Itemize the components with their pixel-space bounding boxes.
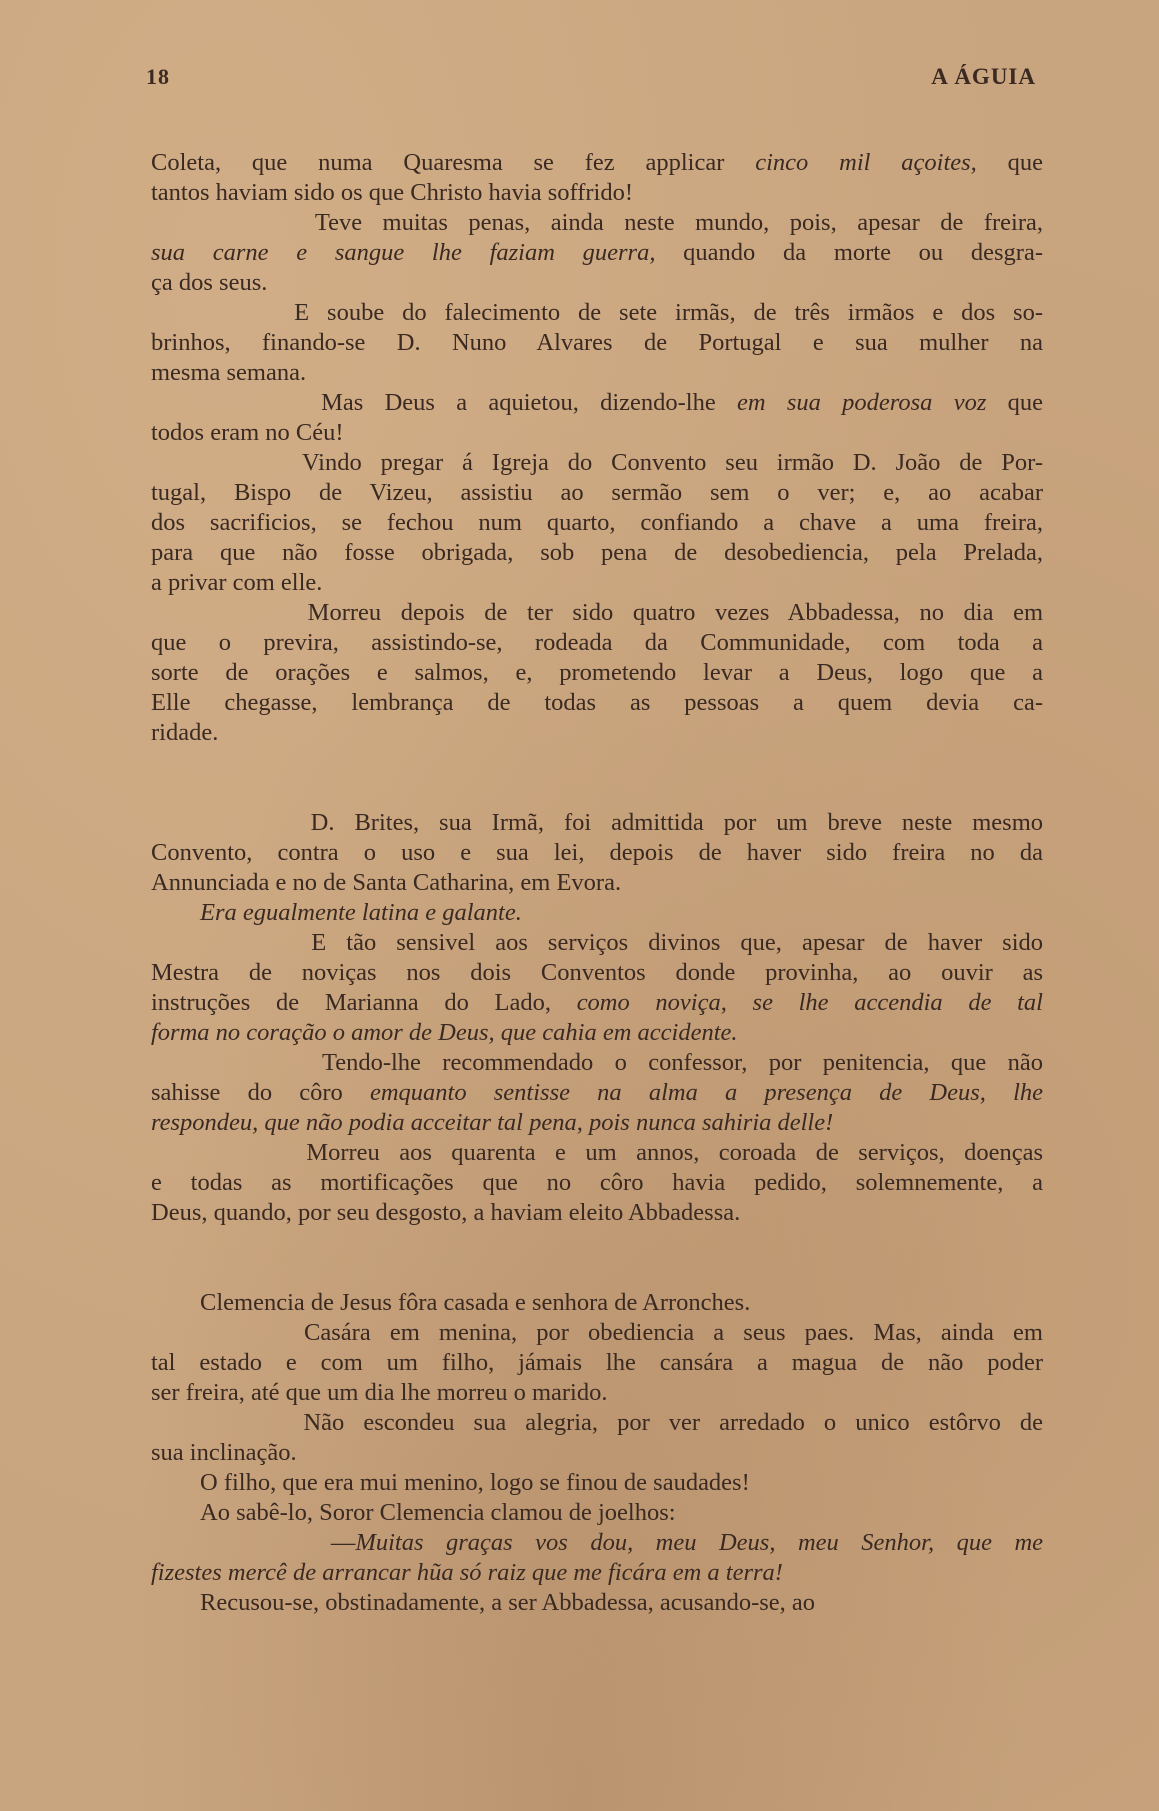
line-text: que o previra, assistindo-se, rodeada da Communidade, com toda a [151, 629, 1043, 656]
line-italic: como noviça, se lhe accendia de tal [576, 989, 1043, 1016]
text-line [151, 598, 1043, 628]
text-line [151, 328, 1043, 358]
text-line [151, 1468, 1043, 1498]
section-brites [151, 808, 1043, 1228]
text-line [151, 1168, 1043, 1198]
line-italic: fizestes mercê de arrancar hũa só raiz que me ficára em a terra! [151, 1559, 783, 1586]
text-line [151, 298, 1043, 328]
section-clemencia [151, 1288, 1043, 1618]
text-line [151, 1288, 1043, 1318]
text-line [151, 1018, 1043, 1048]
line-italic: Muitas graças vos dou, meu Deus, meu Senhor, que me [355, 1529, 1044, 1556]
line-text: sua inclinação. [151, 1439, 297, 1466]
line-text: Deus, quando, por seu desgosto, a haviam eleito Abbadessa. [151, 1199, 741, 1226]
line-text: — [151, 1529, 356, 1556]
line-italic: sua carne e sangue lhe faziam guerra, [151, 239, 656, 266]
running-head: A ÁGUIA [931, 64, 1036, 89]
section-gap [151, 1228, 1043, 1288]
line-text: E tão sensivel aos serviços divinos que, apesar de haver sido [151, 929, 1043, 956]
line-tail: quando da morte ou desgra- [655, 239, 1043, 266]
line-text: Vindo pregar á Igreja do Convento seu irmão D. João de Por- [151, 449, 1043, 476]
line-text: Teve muitas penas, ainda neste mundo, pois, apesar de freira, [151, 209, 1043, 236]
text-line [151, 568, 1043, 598]
line-text: Annunciada e no de Santa Catharina, em Evora. [151, 869, 622, 896]
text-line [151, 178, 1043, 208]
line-text: Mestra de noviças nos dois Conventos donde provinha, ao ouvir as [151, 959, 1043, 986]
line-text: Não escondeu sua alegria, por ver arredado o unico estôrvo de [151, 1409, 1043, 1436]
text-line [151, 508, 1043, 538]
line-text: Clemencia de Jesus fôra casada e senhora de Arronches. [151, 1289, 751, 1316]
text-line [151, 868, 1043, 898]
text-line [151, 1138, 1043, 1168]
text-line [151, 448, 1043, 478]
page-header [146, 64, 1036, 98]
text-line [151, 808, 1043, 838]
text-line [151, 838, 1043, 868]
text-line [151, 1348, 1043, 1378]
text-line [151, 988, 1043, 1018]
line-text: Mas Deus a aquietou, dizendo-lhe [151, 389, 738, 416]
line-text: Morreu depois de ter sido quatro vezes Abbadessa, no dia em [151, 599, 1043, 626]
line-text: ser freira, até que um dia lhe morreu o marido. [151, 1379, 608, 1406]
text-line [151, 238, 1043, 268]
line-text: ça dos seus. [151, 269, 268, 296]
section-coleta [151, 148, 1043, 748]
text-line [151, 538, 1043, 568]
line-text: Casára em menina, por obediencia a seus paes. Mas, ainda em [151, 1319, 1043, 1346]
text-line [151, 358, 1043, 388]
line-text: instruções de Marianna do Lado, [151, 989, 577, 1016]
line-text: dos sacrificios, se fechou num quarto, confiando a chave a uma freira, [151, 509, 1043, 536]
text-line [151, 388, 1043, 418]
text-line [151, 1528, 1043, 1558]
text-line [151, 1438, 1043, 1468]
line-text: sorte de orações e salmos, e, prometendo levar a Deus, logo que a [151, 659, 1043, 686]
text-line [151, 1048, 1043, 1078]
line-text: tugal, Bispo de Vizeu, assistiu ao sermão sem o ver; e, ao acabar [151, 479, 1043, 506]
line-text: mesma semana. [151, 359, 307, 386]
line-text: brinhos, finando-se D. Nuno Alvares de Portugal e sua mulher na [151, 329, 1043, 356]
text-line [151, 928, 1043, 958]
line-text: Morreu aos quarenta e um annos, coroada de serviços, doenças [151, 1139, 1043, 1166]
text-line [151, 718, 1043, 748]
text-line [151, 208, 1043, 238]
text-line [151, 958, 1043, 988]
line-text: todos eram no Céu! [151, 419, 344, 446]
line-text: Elle chegasse, lembrança de todas as pessoas a quem devia ca- [151, 689, 1043, 716]
text-line [151, 148, 1043, 178]
line-text: Coleta, que numa Quaresma se fez applicar [151, 149, 756, 176]
text-line [151, 418, 1043, 448]
line-text: Tendo-lhe recommendado o confessor, por penitencia, que não [151, 1049, 1043, 1076]
line-text: E soube do falecimento de sete irmãs, de três irmãos e dos so- [151, 299, 1043, 326]
line-text: tal estado e com um filho, jámais lhe cansára a magua de não poder [151, 1349, 1043, 1376]
text-line [151, 1108, 1043, 1138]
line-text: e todas as mortificações que no côro havia pedido, solemnemente, a [151, 1169, 1043, 1196]
text-line [151, 658, 1043, 688]
line-italic: cinco mil açoites, [755, 149, 977, 176]
line-text: tantos haviam sido os que Christo havia soffrido! [151, 179, 633, 206]
line-text: para que não fosse obrigada, sob pena de desobediencia, pela Prelada, [151, 539, 1043, 566]
text-line [151, 1408, 1043, 1438]
text-line [151, 1198, 1043, 1228]
text-line [151, 1378, 1043, 1408]
line-tail: que [986, 389, 1043, 416]
line-text: Convento, contra o uso e sua lei, depois de haver sido freira no da [151, 839, 1043, 866]
line-text: ridade. [151, 719, 219, 746]
text-line [151, 688, 1043, 718]
line-italic: Era egualmente latina e galante. [200, 899, 522, 926]
line-italic: forma no coração o amor de Deus, que cahia em accidente. [151, 1019, 738, 1046]
line-text [151, 899, 200, 926]
text-line [151, 1318, 1043, 1348]
page-body [151, 148, 1043, 1618]
page-number: 18 [146, 64, 170, 89]
line-text: O filho, que era mui menino, logo se finou de saudades! [151, 1469, 750, 1496]
line-text: Ao sabê-lo, Soror Clemencia clamou de joelhos: [151, 1499, 676, 1526]
line-text: a privar com elle. [151, 569, 323, 596]
line-italic: em sua poderosa voz [737, 389, 987, 416]
text-line [151, 628, 1043, 658]
text-line [151, 1588, 1043, 1618]
text-line [151, 478, 1043, 508]
text-line [151, 1498, 1043, 1528]
line-text: D. Brites, sua Irmã, foi admittida por um breve neste mesmo [151, 809, 1043, 836]
text-line [151, 1558, 1043, 1588]
line-text: Recusou-se, obstinadamente, a ser Abbadessa, acusando-se, ao [151, 1589, 816, 1616]
line-tail: que [976, 149, 1043, 176]
line-italic: emquanto sentisse na alma a presença de Deus, lhe [369, 1079, 1043, 1106]
section-gap [151, 748, 1043, 808]
text-line [151, 268, 1043, 298]
line-italic: respondeu, que não podia acceitar tal pena, pois nunca sahiria delle! [151, 1109, 834, 1136]
line-text: sahisse do côro [151, 1079, 370, 1106]
text-line [151, 898, 1043, 928]
text-line [151, 1078, 1043, 1108]
